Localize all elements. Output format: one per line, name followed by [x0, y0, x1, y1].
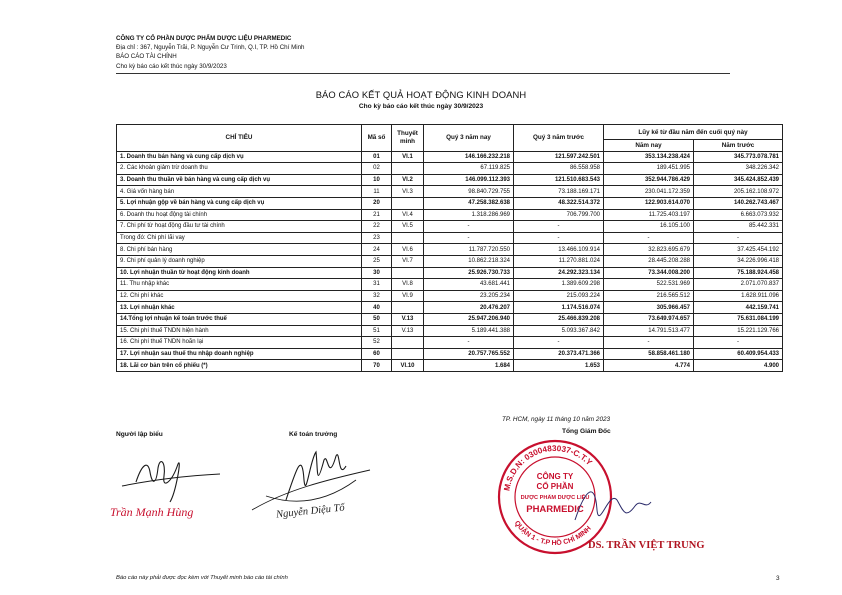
- cell-item: 12. Chi phí khác: [117, 290, 362, 302]
- cell-ytd-prev-year: 442.159.741: [694, 302, 783, 314]
- cell-item: 17. Lợi nhuận sau thuế thu nhập doanh nghiệp: [117, 348, 362, 360]
- cell-ytd-this-year: -: [604, 337, 694, 349]
- cell-item: 15. Chi phí thuế TNDN hiện hành: [117, 325, 362, 337]
- cell-item: 18. Lãi cơ bản trên cổ phiếu (*): [117, 360, 362, 372]
- cell-code: 70: [362, 360, 392, 372]
- cell-code: 21: [362, 209, 392, 221]
- cell-item: 16. Chi phí thuế TNDN hoãn lại: [117, 337, 362, 349]
- cell-q3-prev-year: 73.188.169.171: [514, 186, 604, 198]
- cell-code: 22: [362, 221, 392, 233]
- director-name: DS. TRẦN VIỆT TRUNG: [588, 540, 705, 551]
- accountant-name: Nguyễn Diệu Tố: [275, 502, 346, 521]
- cell-ytd-this-year: 189.451.995: [604, 163, 694, 175]
- cell-code: 40: [362, 302, 392, 314]
- cell-q3-this-year: 20.476.207: [424, 302, 514, 314]
- cell-q3-this-year: -: [424, 221, 514, 233]
- cell-q3-this-year: 146.099.112.393: [424, 174, 514, 186]
- cell-item: 13. Lợi nhuận khác: [117, 302, 362, 314]
- cell-note: VI.9: [392, 290, 424, 302]
- table-row: [117, 209, 783, 221]
- cell-ytd-prev-year: 37.425.454.192: [694, 244, 783, 256]
- cell-q3-this-year: 23.205.234: [424, 290, 514, 302]
- income-statement-table: [116, 124, 783, 372]
- cell-note: [392, 197, 424, 209]
- cell-q3-prev-year: 5.093.367.842: [514, 325, 604, 337]
- cell-note: VI.5: [392, 221, 424, 233]
- cell-ytd-prev-year: 6.663.073.932: [694, 209, 783, 221]
- document-type: BÁO CÁO TÀI CHÍNH: [116, 53, 177, 61]
- accountant-label: Kế toán trưởng: [289, 431, 338, 438]
- cell-ytd-prev-year: 205.162.108.972: [694, 186, 783, 198]
- cell-note: [392, 348, 424, 360]
- cell-ytd-this-year: 58.858.461.180: [604, 348, 694, 360]
- cell-q3-this-year: 1.684: [424, 360, 514, 372]
- cell-ytd-prev-year: 348.226.342: [694, 163, 783, 175]
- director-signature-icon: [565, 470, 655, 540]
- svg-text:CÔNG TY: CÔNG TY: [536, 472, 574, 481]
- cell-ytd-prev-year: 75.631.084.199: [694, 313, 783, 325]
- cell-code: 10: [362, 174, 392, 186]
- cell-q3-prev-year: -: [514, 232, 604, 244]
- svg-text:DƯỢC PHẨM DƯỢC LIỆU: DƯỢC PHẨM DƯỢC LIỆU: [520, 495, 590, 501]
- cell-q3-prev-year: 11.270.881.024: [514, 255, 604, 267]
- cell-note: VI.8: [392, 279, 424, 291]
- cell-item: 8. Chi phí bán hàng: [117, 244, 362, 256]
- cell-ytd-prev-year: 60.409.954.433: [694, 348, 783, 360]
- cell-q3-prev-year: 20.373.471.366: [514, 348, 604, 360]
- cell-ytd-prev-year: 4.900: [694, 360, 783, 372]
- report-subtitle: Cho kỳ báo cáo kết thúc ngày 30/9/2023: [358, 103, 484, 110]
- report-period: Cho kỳ báo cáo kết thúc ngày 30/9/2023: [116, 62, 227, 70]
- preparer-signature-icon: [112, 442, 232, 508]
- header-ytd-group: Lũy kế từ đầu năm đến cuối quý này: [604, 125, 783, 140]
- cell-q3-prev-year: 121.597.242.501: [514, 151, 604, 163]
- svg-text:PHARMEDIC: PHARMEDIC: [526, 504, 584, 515]
- cell-q3-this-year: 5.189.441.388: [424, 325, 514, 337]
- cell-code: 24: [362, 244, 392, 256]
- cell-q3-prev-year: 215.093.224: [514, 290, 604, 302]
- cell-ytd-this-year: 352.944.786.429: [604, 174, 694, 186]
- cell-code: 52: [362, 337, 392, 349]
- table-row: [117, 313, 783, 325]
- table-row: [117, 151, 783, 163]
- cell-q3-prev-year: 1.174.516.074: [514, 302, 604, 314]
- cell-item: 9. Chi phí quản lý doanh nghiệp: [117, 255, 362, 267]
- cell-q3-this-year: 20.757.765.552: [424, 348, 514, 360]
- cell-ytd-this-year: 11.725.403.197: [604, 209, 694, 221]
- cell-ytd-this-year: 14.791.513.477: [604, 325, 694, 337]
- cell-item: 2. Các khoản giảm trừ doanh thu: [117, 163, 362, 175]
- cell-ytd-prev-year: 140.262.743.467: [694, 197, 783, 209]
- director-label: Tổng Giám Đốc: [562, 428, 611, 435]
- company-address: Địa chỉ : 367, Nguyễn Trãi, P. Nguyễn Cư Trinh, Q.I, TP. Hồ Chí Minh: [116, 44, 305, 52]
- table-row: [117, 197, 783, 209]
- cell-item: 1. Doanh thu bán hàng và cung cấp dịch vụ: [117, 151, 362, 163]
- table-row: [117, 279, 783, 291]
- table-row: [117, 244, 783, 256]
- cell-q3-this-year: 11.787.720.550: [424, 244, 514, 256]
- cell-item: 5. Lợi nhuận gộp về bán hàng và cung cấp dịch vụ: [117, 197, 362, 209]
- cell-code: 11: [362, 186, 392, 198]
- cell-code: 51: [362, 325, 392, 337]
- company-header: [116, 34, 730, 74]
- svg-text:M.S.D.N: 0300483037-C.T.Y: M.S.D.N: 0300483037-C.T.Y: [502, 443, 594, 492]
- table-row: [117, 255, 783, 267]
- cell-ytd-this-year: 230.041.172.359: [604, 186, 694, 198]
- cell-note: VI.10: [392, 360, 424, 372]
- cell-code: 01: [362, 151, 392, 163]
- cell-item: 10. Lợi nhuận thuần từ hoạt động kinh doanh: [117, 267, 362, 279]
- header-note: Thuyết minh: [392, 125, 424, 152]
- cell-ytd-prev-year: 345.424.852.439: [694, 174, 783, 186]
- cell-ytd-prev-year: 1.628.911.096: [694, 290, 783, 302]
- cell-note: [392, 163, 424, 175]
- cell-note: VI.1: [392, 151, 424, 163]
- report-title: BÁO CÁO KẾT QUẢ HOẠT ĐỘNG KINH DOANH: [315, 89, 527, 100]
- table-row: [117, 348, 783, 360]
- cell-q3-prev-year: 13.466.109.914: [514, 244, 604, 256]
- cell-note: V.13: [392, 313, 424, 325]
- cell-q3-prev-year: -: [514, 337, 604, 349]
- cell-note: V.13: [392, 325, 424, 337]
- cell-ytd-this-year: 522.531.969: [604, 279, 694, 291]
- table-row: [117, 337, 783, 349]
- cell-q3-prev-year: 48.322.514.372: [514, 197, 604, 209]
- cell-item: 11. Thu nhập khác: [117, 279, 362, 291]
- table-row: [117, 174, 783, 186]
- cell-q3-prev-year: 24.292.323.134: [514, 267, 604, 279]
- cell-q3-this-year: -: [424, 337, 514, 349]
- header-q3-prev-year: Quý 3 năm trước: [514, 125, 604, 152]
- cell-q3-prev-year: -: [514, 221, 604, 233]
- cell-q3-this-year: 43.681.441: [424, 279, 514, 291]
- cell-q3-this-year: 10.862.218.324: [424, 255, 514, 267]
- footer-note: Báo cáo này phải được đọc kèm với Thuyết minh báo cáo tài chính: [116, 575, 288, 581]
- cell-note: [392, 267, 424, 279]
- cell-code: 60: [362, 348, 392, 360]
- cell-q3-this-year: -: [424, 232, 514, 244]
- cell-q3-prev-year: 1.389.609.298: [514, 279, 604, 291]
- cell-item: 14.Tổng lợi nhuận kế toán trước thuế: [117, 313, 362, 325]
- company-name: CÔNG TY CỔ PHẦN DƯỢC PHẨM DƯỢC LIỆU PHARMEDIC: [116, 35, 292, 42]
- header-code: Mã số: [362, 125, 392, 152]
- table-row: [117, 360, 783, 372]
- cell-item: 4. Giá vốn hàng bán: [117, 186, 362, 198]
- cell-q3-this-year: 47.258.382.638: [424, 197, 514, 209]
- cell-item: Trong đó: Chi phí lãi vay: [117, 232, 362, 244]
- cell-q3-this-year: 67.119.825: [424, 163, 514, 175]
- cell-code: 50: [362, 313, 392, 325]
- cell-note: VI.6: [392, 244, 424, 256]
- cell-code: 20: [362, 197, 392, 209]
- cell-q3-prev-year: 121.510.683.543: [514, 174, 604, 186]
- cell-note: [392, 232, 424, 244]
- cell-note: [392, 337, 424, 349]
- header-ytd-this-year: Năm nay: [604, 140, 694, 152]
- table-row: [117, 325, 783, 337]
- place-date: TP. HCM, ngày 11 tháng 10 năm 2023: [502, 416, 611, 423]
- cell-code: 23: [362, 232, 392, 244]
- cell-note: VI.7: [392, 255, 424, 267]
- cell-item: 3. Doanh thu thuần về bán hàng và cung cấp dịch vụ: [117, 174, 362, 186]
- cell-ytd-this-year: 32.823.695.679: [604, 244, 694, 256]
- cell-ytd-prev-year: 345.773.078.781: [694, 151, 783, 163]
- cell-ytd-this-year: 16.105.100: [604, 221, 694, 233]
- cell-note: VI.4: [392, 209, 424, 221]
- cell-ytd-this-year: 216.565.512: [604, 290, 694, 302]
- cell-q3-this-year: 98.840.729.755: [424, 186, 514, 198]
- header-item: CHỈ TIÊU: [117, 125, 362, 152]
- cell-note: VI.2: [392, 174, 424, 186]
- preparer-label: Người lập biểu: [116, 431, 163, 438]
- cell-item: 6. Doanh thu hoạt động tài chính: [117, 209, 362, 221]
- svg-text:QUẬN 1 - T.P HỒ CHÍ MINH: QUẬN 1 - T.P HỒ CHÍ MINH: [512, 519, 593, 548]
- cell-q3-this-year: 25.926.730.733: [424, 267, 514, 279]
- cell-q3-prev-year: 706.799.700: [514, 209, 604, 221]
- cell-ytd-prev-year: 85.442.331: [694, 221, 783, 233]
- cell-ytd-this-year: 305.966.457: [604, 302, 694, 314]
- cell-q3-prev-year: 1.653: [514, 360, 604, 372]
- table-row: [117, 290, 783, 302]
- table-row: [117, 267, 783, 279]
- cell-code: 31: [362, 279, 392, 291]
- cell-ytd-this-year: 122.903.614.070: [604, 197, 694, 209]
- table-row: [117, 302, 783, 314]
- cell-note: [392, 302, 424, 314]
- cell-ytd-prev-year: -: [694, 337, 783, 349]
- table-row: [117, 163, 783, 175]
- cell-ytd-prev-year: 34.226.996.418: [694, 255, 783, 267]
- cell-code: 30: [362, 267, 392, 279]
- cell-ytd-this-year: -: [604, 232, 694, 244]
- cell-code: 02: [362, 163, 392, 175]
- table-row: [117, 186, 783, 198]
- cell-q3-this-year: 25.947.206.940: [424, 313, 514, 325]
- cell-q3-this-year: 146.166.232.218: [424, 151, 514, 163]
- cell-ytd-prev-year: 75.188.924.458: [694, 267, 783, 279]
- cell-q3-prev-year: 86.558.958: [514, 163, 604, 175]
- cell-ytd-prev-year: -: [694, 232, 783, 244]
- header-divider: [116, 73, 730, 74]
- cell-ytd-this-year: 73.649.974.657: [604, 313, 694, 325]
- cell-note: VI.3: [392, 186, 424, 198]
- cell-ytd-this-year: 353.134.238.424: [604, 151, 694, 163]
- cell-ytd-this-year: 4.774: [604, 360, 694, 372]
- cell-code: 25: [362, 255, 392, 267]
- cell-code: 32: [362, 290, 392, 302]
- cell-item: 7. Chi phí từ hoạt động đầu tư tài chính: [117, 221, 362, 233]
- header-q3-this-year: Quý 3 năm nay: [424, 125, 514, 152]
- cell-ytd-this-year: 28.445.208.288: [604, 255, 694, 267]
- cell-q3-prev-year: 25.466.839.208: [514, 313, 604, 325]
- cell-q3-this-year: 1.318.286.969: [424, 209, 514, 221]
- cell-ytd-prev-year: 15.221.129.766: [694, 325, 783, 337]
- page-number: 3: [776, 575, 780, 582]
- cell-ytd-this-year: 73.344.008.200: [604, 267, 694, 279]
- preparer-name: Trần Mạnh Hùng: [110, 505, 194, 519]
- table-row: [117, 232, 783, 244]
- table-row: [117, 221, 783, 233]
- svg-text:CỔ PHẦN: CỔ PHẦN: [536, 482, 574, 491]
- cell-ytd-prev-year: 2.071.070.837: [694, 279, 783, 291]
- header-ytd-prev-year: Năm trước: [694, 140, 783, 152]
- table-body: [117, 151, 783, 371]
